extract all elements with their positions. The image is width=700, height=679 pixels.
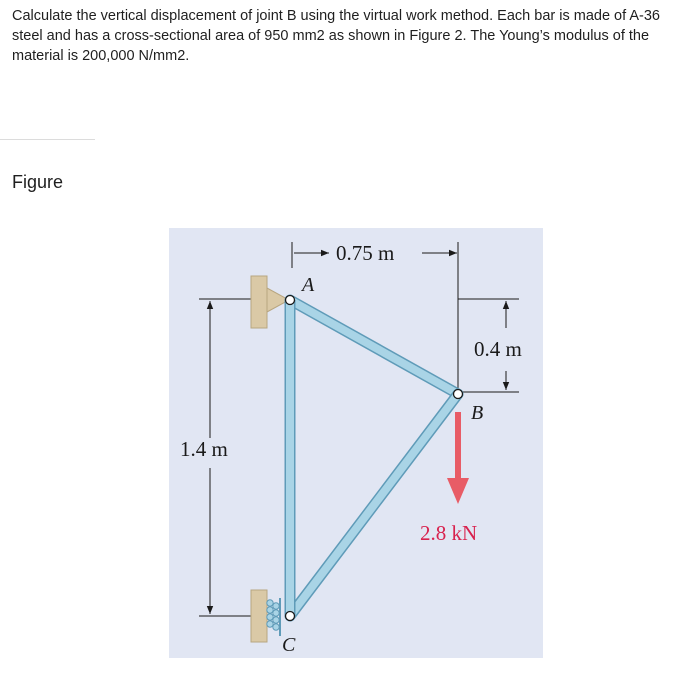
joint-c-label: C <box>282 634 296 656</box>
load-label: 2.8 kN <box>420 521 478 545</box>
dim-vertical-total-label: 1.4 m <box>180 437 228 461</box>
joint-a-pin <box>286 296 295 305</box>
truss-figure <box>169 228 543 658</box>
joint-b-label: B <box>471 402 484 424</box>
question-text: Calculate the vertical displacement of joint B using the virtual work method. Each bar is made of A-36 steel and has a cross-sectional area of 950 mm2 as shown in Figure 2. The Young’s modulus of the material is 200,000 N/mm2. <box>12 8 660 64</box>
joint-c-pin <box>286 612 295 621</box>
dim-vertical-small-label: 0.4 m <box>474 337 522 361</box>
dim-horizontal-label: 0.75 m <box>336 241 395 265</box>
figure-heading: Figure <box>12 172 64 192</box>
joint-a-label: A <box>302 274 315 296</box>
joint-b-pin <box>454 390 463 399</box>
divider <box>0 139 95 140</box>
